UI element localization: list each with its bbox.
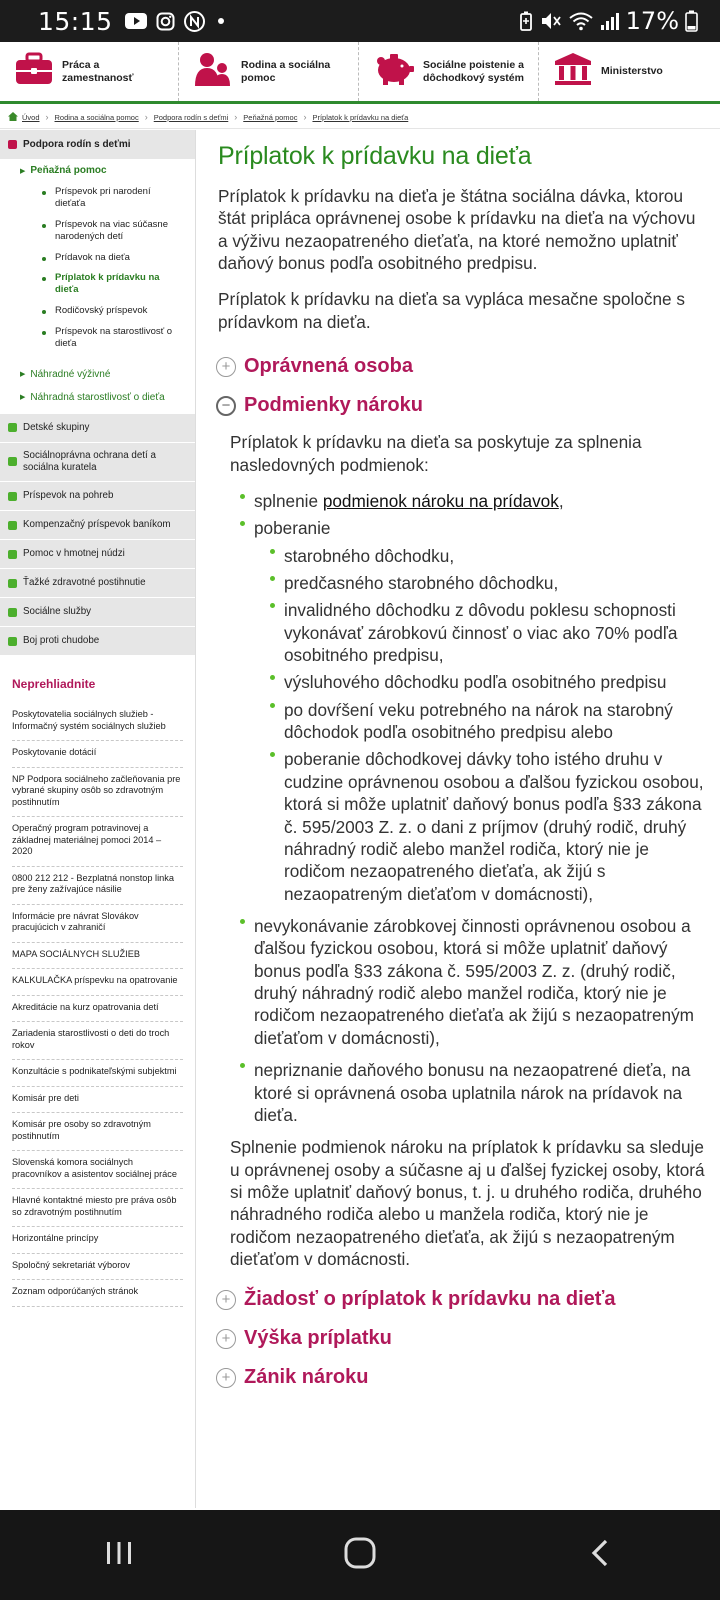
triangle-right-icon: ▶ [20, 394, 26, 402]
ministry-building-icon [553, 52, 593, 91]
section-title: Podmienky nároku [244, 394, 423, 417]
sidebar-leaf-active[interactable] [0, 268, 195, 301]
dont-miss-link[interactable]: Hlavné kontaktné miesto pre práva osôb so zdravotným postihnutím [12, 1189, 183, 1227]
sidebar-category-label: Boj proti chudobe [23, 635, 100, 647]
dont-miss-link[interactable]: NP Podpora sociálneho začleňovania pre vybrané skupiny osôb so zdravotným postihnutím [12, 768, 183, 818]
sidebar [0, 130, 196, 1508]
topnav-ministry[interactable] [538, 42, 720, 101]
topnav-label: Rodina a sociálna pomoc [241, 59, 331, 84]
bullet-icon [42, 191, 46, 195]
section-amount[interactable] [216, 1327, 708, 1350]
sidebar-item-label: Peňažná pomoc [30, 165, 107, 176]
sidebar-leaf[interactable] [0, 322, 195, 355]
sidebar-item-foster-care[interactable] [0, 386, 195, 409]
sidebar-category[interactable] [0, 413, 195, 442]
dont-miss-link[interactable]: Poskytovatelia sociálnych služieb - Informačný systém sociálnych služieb [12, 703, 183, 741]
intro-paragraph: Príplatok k prídavku na dieťa je štátna sociálna dávka, ktorou štát pripláca oprávnenej osobe k prídavku na dieťa na výchovu a výživu nezaopatreného dieťaťa, na ktoré nemožno uplatniť daňový bonus podľa osobitného predpisu. [218, 186, 696, 274]
sublist-item: po dovŕšení veku potrebného na nárok na starobný dôchodok podľa osobitného predpisu alebo [270, 699, 708, 744]
minus-circle-icon: − [216, 396, 236, 416]
topnav-label: Ministerstvo [601, 65, 663, 78]
instagram-icon [156, 12, 175, 31]
piggy-bank-icon [373, 52, 415, 91]
sidebar-item-label: Náhradné výživné [30, 368, 111, 380]
dont-miss-link[interactable]: Akreditácie na kurz opatrovania detí [12, 996, 183, 1023]
list-item-text: , [558, 490, 564, 511]
topnav-work[interactable] [0, 42, 178, 101]
bullet-icon [42, 257, 46, 261]
bullet-square-icon [8, 140, 17, 149]
breadcrumb-money[interactable]: Peňažná pomoc [243, 112, 298, 122]
triangle-right-icon: ▶ [20, 167, 26, 175]
battery-icon [685, 10, 698, 32]
bullet-square-icon [8, 637, 17, 646]
sidebar-leaf[interactable] [0, 301, 195, 322]
chevron-right-icon: › [303, 112, 307, 122]
sidebar-category-label: Príspevok na pohreb [23, 490, 114, 502]
dont-miss-link[interactable]: Informácie pre návrat Slovákov pracujúcich v zahraničí [12, 905, 183, 943]
bullet-icon [42, 331, 46, 335]
system-navigation-bar [0, 1510, 720, 1600]
breadcrumb [0, 106, 720, 129]
battery-saver-icon [518, 11, 534, 31]
section-title: Oprávnená osoba [244, 355, 413, 378]
briefcase-icon [14, 52, 54, 91]
n-app-icon [184, 11, 205, 32]
sidebar-leaf[interactable] [0, 248, 195, 269]
home-icon[interactable] [8, 112, 18, 123]
signal-icon [600, 11, 620, 31]
conditions-list [240, 490, 708, 1126]
bullet-square-icon [8, 492, 17, 501]
bullet-icon [42, 277, 46, 281]
intro-paragraph: Príplatok k prídavku na dieťa sa vypláca mesačne spoločne s prídavkom na dieťa. [218, 289, 685, 332]
dont-miss-title: Neprehliadnite [12, 677, 96, 692]
section-termination[interactable] [216, 1366, 708, 1389]
sidebar-category[interactable] [0, 510, 195, 539]
sidebar-category-label: Sociálne služby [23, 606, 92, 618]
plus-circle-icon: + [216, 357, 236, 377]
conditions-closing: Splnenie podmienok nároku na príplatok k prídavku sa sleduje u oprávnenej osoby a súčasne aj u ďalšej fyzickej osoby, ktorá si môže uplatniť daňový bonus, t. j. u druhého rodiča, druhého náhradného rodiča alebo u manžela rodiča, ktorý nie je rodičom nezaopatreného dieťaťa, ak žijú s nezaopatreným dieťaťom v domácnosti. [230, 1137, 705, 1270]
dont-miss-link[interactable]: Spoločný sekretariát výborov [12, 1254, 183, 1281]
dont-miss-link[interactable]: Zariadenia starostlivosti o deti do troch rokov [12, 1022, 183, 1060]
sidebar-item-money-aid[interactable] [0, 159, 195, 182]
sublist-item: starobného dôchodku, [270, 545, 708, 567]
sidebar-leaf-label: Príspevok na starostlivosť o dieťa [55, 326, 173, 349]
wifi-icon [568, 11, 594, 31]
page-title: Príplatok k prídavku na dieťa [218, 142, 532, 170]
family-icon [193, 52, 233, 91]
topnav-label: Sociálne poistenie a dôchodkový systém [423, 59, 524, 84]
sidebar-leaf-label: Rodičovský príspevok [55, 305, 148, 317]
chevron-right-icon: › [234, 112, 238, 122]
list-item [240, 517, 708, 905]
dot-icon [214, 14, 228, 28]
bullet-square-icon [8, 457, 17, 466]
bullet-square-icon [8, 579, 17, 588]
topnav-family[interactable] [178, 42, 358, 101]
sidebar-item-label: Podpora rodín s deťmi [23, 139, 131, 150]
section-eligible-person[interactable] [216, 355, 708, 378]
list-item: nevykonávanie zárobkovej činnosti oprávnenou osobou a ďalšou fyzickou osobou, ktorá si môže uplatniť daňový bonus podľa §33 zákona č. 595/2003 Z. z. (druhý rodič, druhý náhradný rodič alebo manžel rodiča, ktorý nie je rodičom nezaopatreného dieťaťa ak žijú s nezaopatreným dieťaťom v domácnosti), [240, 915, 708, 1049]
conditions-intro: Príplatok k prídavku na dieťa sa poskytuje za splnenia nasledovných podmienok: [230, 432, 642, 475]
home-button-icon[interactable] [343, 1536, 377, 1575]
status-time: 15:15 [38, 6, 113, 36]
dont-miss-link[interactable]: Komisár pre osoby so zdravotným postihnutím [12, 1113, 183, 1151]
status-bar [0, 0, 720, 42]
breadcrumb-current[interactable]: Príplatok k prídavku na dieťa [312, 112, 409, 122]
dont-miss-link[interactable]: Komisár pre deti [12, 1087, 183, 1114]
chevron-right-icon: › [45, 112, 49, 122]
dont-miss-section [12, 677, 183, 1307]
youtube-icon [125, 13, 147, 29]
conditions-content [230, 431, 708, 1270]
topnav-social-insurance[interactable] [358, 42, 538, 101]
sidebar-leaf-label: Príspevok pri narodení dieťaťa [55, 186, 151, 209]
sidebar-category[interactable] [0, 568, 195, 597]
bullet-icon [42, 310, 46, 314]
sidebar-item-label: Náhradná starostlivosť o dieťa [30, 391, 165, 403]
breadcrumb-home[interactable]: Úvod [22, 112, 40, 122]
sidebar-leaf-label: Prídavok na dieťa [55, 251, 130, 263]
sublist-item: invalidného dôchodku z dôvodu poklesu schopnosti vykonávať zárobkovú činnosť o viac ako 70% podľa osobitného predpisu, [270, 599, 708, 666]
triangle-right-icon: ▶ [20, 371, 26, 379]
top-navigation [0, 42, 720, 104]
dont-miss-link[interactable]: Horizontálne princípy [12, 1227, 183, 1254]
sidebar-category-label: Detské skupiny [23, 421, 90, 433]
sidebar-category[interactable] [0, 481, 195, 510]
dont-miss-link[interactable]: Slovenská komora sociálnych pracovníkov a asistentov sociálnej práce [12, 1151, 183, 1189]
section-title: Zánik nároku [244, 1366, 369, 1389]
sidebar-leaf[interactable] [0, 215, 195, 248]
plus-circle-icon: + [216, 1368, 236, 1388]
sidebar-category[interactable] [0, 626, 195, 655]
dont-miss-link[interactable]: Zoznam odporúčaných stránok [12, 1280, 183, 1307]
sidebar-category[interactable] [0, 539, 195, 568]
sublist-item: predčasného starobného dôchodku, [270, 572, 708, 594]
sublist [270, 545, 708, 905]
plus-circle-icon: + [216, 1329, 236, 1349]
dont-miss-link[interactable]: Konzultácie s podnikateľskými subjektmi [12, 1060, 183, 1087]
sidebar-leaf[interactable] [0, 182, 195, 215]
chevron-right-icon: › [144, 112, 148, 122]
breadcrumb-family[interactable]: Rodina a sociálna pomoc [54, 112, 139, 122]
list-item-text: poberanie [254, 518, 331, 539]
plus-circle-icon: + [216, 1290, 236, 1310]
sublist-item: výsluhového dôchodku podľa osobitného predpisu [270, 671, 708, 693]
bullet-icon [42, 224, 46, 228]
section-application[interactable] [216, 1288, 708, 1311]
mute-icon [540, 11, 562, 31]
sidebar-category[interactable] [0, 597, 195, 626]
bullet-square-icon [8, 550, 17, 559]
sidebar-category-label: Ťažké zdravotné postihnutie [23, 577, 146, 589]
main-content [218, 130, 708, 1389]
section-title: Žiadosť o príplatok k prídavku na dieťa [244, 1288, 616, 1311]
sublist-item: poberanie dôchodkovej dávky toho istého druhu v cudzine oprávnenou osobou a ďalšou fyzickou osobou, ktorá si môže uplatniť daňový bonus podľa §33 zákona č. 595/2003 Z. z. o dani z príjmov (druhý rodič, druhý náhradný rodič alebo manžel rodiča, ktorý nie je rodičom nezaopatreného dieťaťa, ak žijú s nezaopatreným dieťaťom v domácnosti), [270, 748, 708, 905]
conditions-link[interactable]: podmienok nároku na prídavok [322, 490, 559, 511]
battery-percent: 17% [625, 7, 679, 35]
dont-miss-link[interactable]: Poskytovanie dotácií [12, 741, 183, 768]
dont-miss-link[interactable]: Operačný program potravinovej a základnej materiálnej pomoci 2014 – 2020 [12, 817, 183, 867]
dont-miss-link[interactable]: 0800 212 212 - Bezplatná nonstop linka pre ženy zažívajúce násilie [12, 867, 183, 905]
sidebar-leaf-label: Príplatok k prídavku na dieťa [55, 272, 160, 296]
sidebar-category[interactable] [0, 442, 195, 481]
bullet-square-icon [8, 608, 17, 617]
bullet-square-icon [8, 423, 17, 432]
bullet-square-icon [8, 521, 17, 530]
sidebar-category-label: Kompenzačný príspevok baníkom [23, 519, 171, 531]
topnav-label: Práca a zamestnanosť [62, 59, 134, 84]
section-title: Výška príplatku [244, 1327, 392, 1350]
list-item: nepriznanie daňového bonusu na nezaopatrené dieťa, na ktoré si oprávnená osoba uplatnila nárok na prídavok na dieťa. [240, 1059, 708, 1126]
sidebar-item-alimony[interactable] [0, 363, 195, 386]
section-conditions[interactable] [216, 394, 708, 417]
back-icon[interactable] [586, 1538, 616, 1573]
breadcrumb-support[interactable]: Podpora rodín s deťmi [153, 112, 229, 122]
sidebar-category-label: Pomoc v hmotnej núdzi [23, 548, 125, 560]
sidebar-leaf-label: Príspevok na viac súčasne narodených detí [55, 218, 169, 242]
recent-apps-icon[interactable] [104, 1538, 134, 1573]
list-item [240, 490, 708, 512]
sidebar-category-label: Sociálnoprávna ochrana detí a sociálna kuratela [23, 449, 156, 473]
dont-miss-link[interactable]: MAPA SOCIÁLNYCH SLUŽIEB [12, 943, 183, 970]
sidebar-item-family-support[interactable] [0, 130, 195, 159]
dont-miss-link[interactable]: KALKULAČKA príspevku na opatrovanie [12, 969, 183, 996]
list-item-text: splnenie [254, 490, 323, 511]
